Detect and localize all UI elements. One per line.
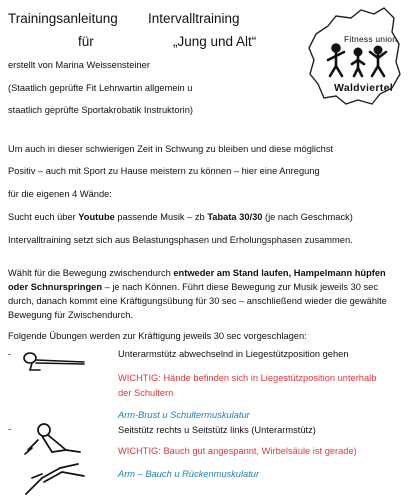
title-left-2: für — [78, 34, 94, 49]
exercise-1-dash: - — [8, 349, 12, 359]
author-line-2: (Staatlich geprüfte Fit Lehrwartin allgemein u — [8, 83, 193, 93]
intro-line-1: Um auch in dieser schwierigen Zeit in Schwung zu bleiben und diese möglichst — [8, 144, 334, 154]
intro-line-2: Positiv – auch mit Sport zu Hause meistern zu können – hier eine Anregung — [8, 166, 320, 176]
exercise-1-warning-1: WICHTIG: Hände befinden sich in Liegestützposition unterhalb — [118, 373, 377, 383]
following-heading: Folgende Übungen werden zur Kräftigung jeweils 30 sec vorgeschlagen: — [8, 331, 307, 341]
exercise-1-title: Unterarmstütz abwechselnd in Liegestützposition gehen — [118, 349, 349, 359]
intro-line-5: Intervalltraining setzt sich aus Belastungsphasen und Erholungsphasen zusammen. — [8, 235, 353, 245]
title-right-1: Intervalltraining — [148, 11, 240, 26]
intro-line-4-a: Sucht euch über — [8, 212, 79, 222]
plank-figure-icon — [22, 350, 86, 372]
exercise-2-warning: WICHTIG: Bauch gut angespannt, Wirbelsäule ist gerade) — [118, 446, 357, 456]
title-right-2: „Jung und Alt“ — [173, 34, 257, 49]
exercise-2-muscle: Arm – Bauch u Rückenmuskulatur — [118, 469, 260, 479]
intro-line-3: für die eigenen 4 Wände: — [8, 189, 112, 199]
intro-line-4 — [8, 212, 353, 222]
middle-line-1-bold: entweder am Stand laufen, Hampelmann hüpfen — [173, 268, 386, 278]
exercise-2-dash: - — [8, 424, 12, 434]
middle-line-2-b: – je nach Können. Führt diese Bewegung zur Musik jeweils 30 sec — [102, 282, 378, 292]
title-left-1: Trainingsanleitung — [8, 11, 118, 26]
middle-line-2 — [8, 282, 378, 292]
middle-line-3: durch, danach kommt eine Kräftigungsübung für 30 sec – anschließend wieder die gewählte — [8, 296, 387, 306]
intro-line-4-e: (je nach Geschmack) — [262, 212, 353, 222]
logo-bottom-text: Waldviertel — [334, 82, 393, 94]
fitness-union-logo — [306, 4, 404, 108]
author-line-1: erstellt von Marina Weissensteiner — [8, 60, 150, 70]
youtube-text: Youtube — [78, 212, 115, 222]
middle-line-1 — [8, 268, 386, 278]
exercise-1-muscle: Arm-Brust u Schultermuskulatur — [118, 410, 250, 420]
tabata-text: Tabata 30/30 — [207, 212, 263, 222]
exercise-2-title: Seitstütz rechts u Seitstütz links (Unterarmstütz) — [118, 425, 316, 435]
author-line-3: staatlich geprüfte Sportakrobatik Instruktorin) — [8, 105, 193, 115]
side-plank-figure-icon — [22, 420, 92, 496]
middle-line-1-a: Wählt für die Bewegung zwischendurch — [8, 268, 174, 278]
logo-top-text: Fitness union — [344, 34, 398, 44]
middle-line-4: Bewegung für Zwischendurch. — [8, 310, 134, 320]
exercise-1-warning-2: der Schultern — [118, 388, 174, 398]
intro-line-4-c: passende Musik – zb — [114, 212, 208, 222]
middle-line-2-bold: oder Schnurspringen — [8, 282, 103, 292]
